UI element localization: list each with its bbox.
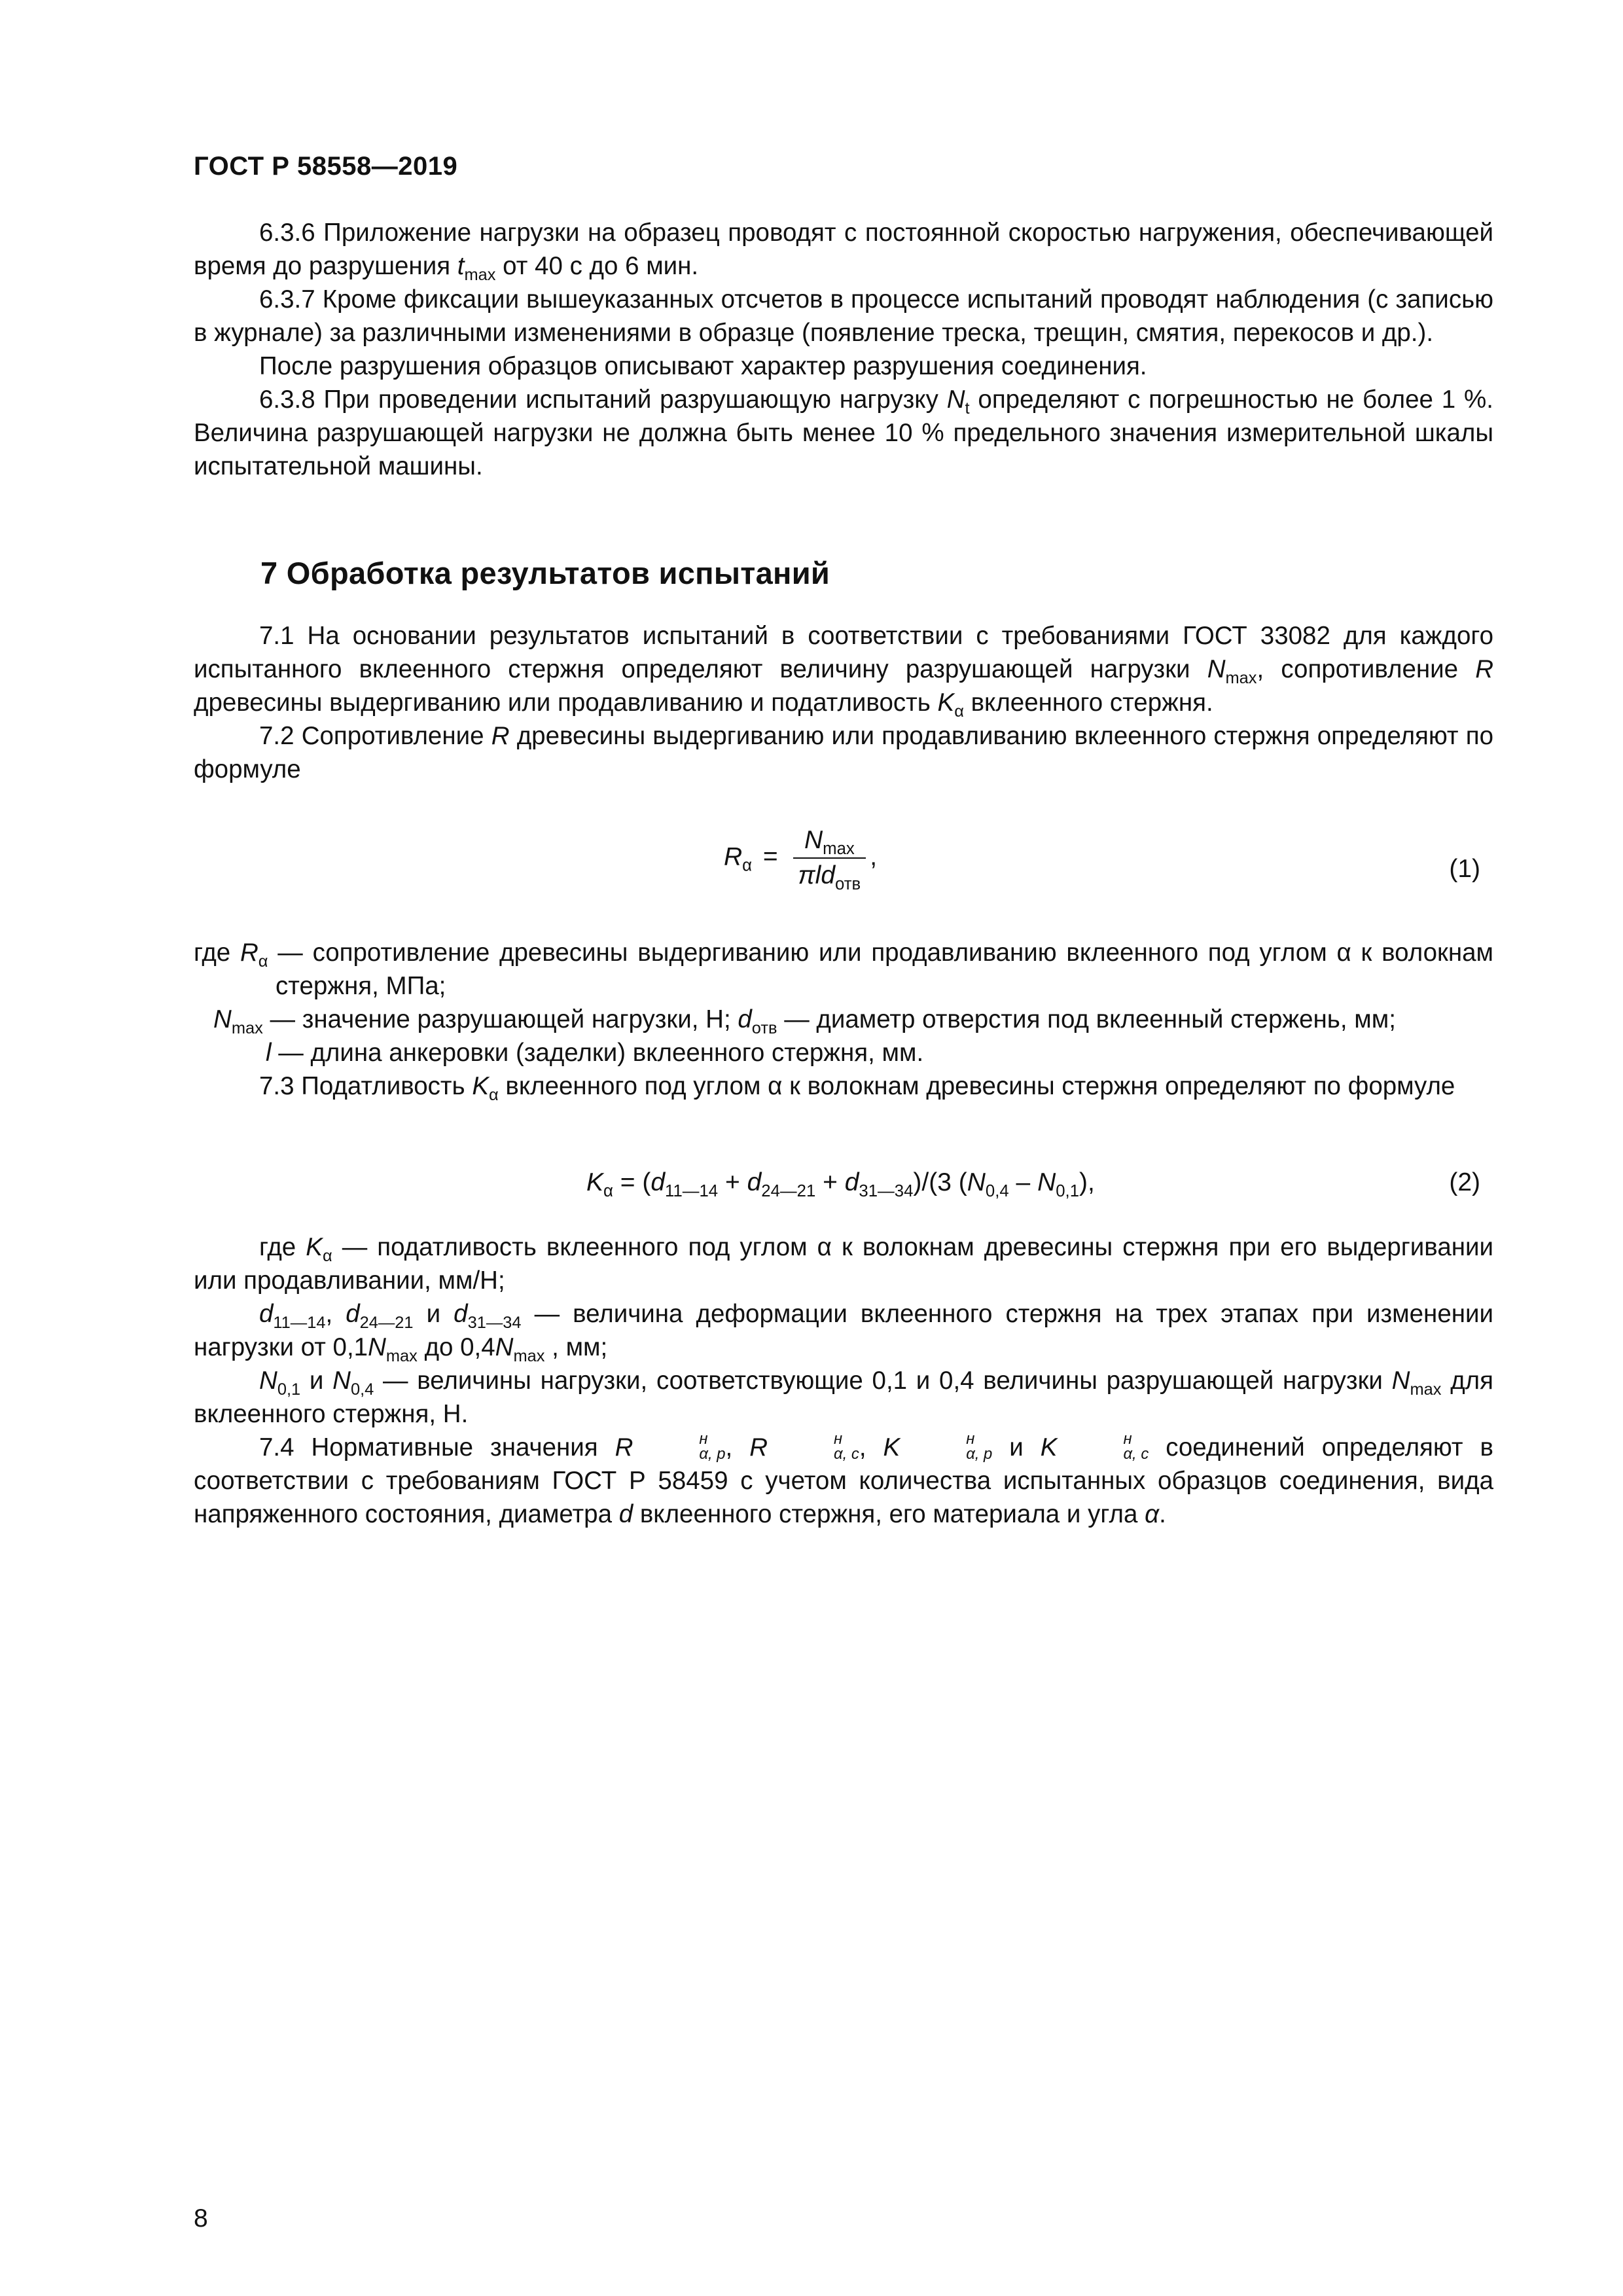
where-2-d-definition: $d_{11—14}$, $d_{24—21}$ и $d_{31—34}$ — величина деформации вклеенного стержня на трех этапах при изменении нагрузки от $0,1N_{max}$ до $0,4N_{max}$ , мм; xyxy=(194,1300,1493,1365)
where-1-n-definition: $N_{max}$ — значение разрушающей нагрузки, Н; $d_{отв}$ — диаметр отверстия под вклеенный стержень, мм; xyxy=(213,1005,1396,1037)
paragraph-7-2: 7.2 Сопротивление R древесины выдергиванию или продавливанию вклеенного стержня определяют по формуле xyxy=(194,722,1493,783)
paragraph-7-4: 7.4 Нормативные значения R н α, p , R н α, c , K н α, p и K н α, c соединений определяют в соответствии с требованиям ГОСТ Р 58459 с учетом количества испытанных образцов соединения, вида напряженного состояния, диаметра d вклеенного стержня, его материала и угла α. xyxy=(194,1430,1493,1528)
formula-1-number: (1) xyxy=(1449,855,1480,883)
formula-1-fraction: $\frac{N_{max}}{\pi ld_{отв}}$ xyxy=(793,826,866,890)
section-6-3-block xyxy=(194,216,1493,483)
paragraph-6-3-6: 6.3.6 Приложение нагрузки на образец проводят с постоянной скоростью нагружения, обеспечивающей время до разрушения $t_{max}$ от 40 с до 6 мин. xyxy=(194,219,1493,284)
formula-2 xyxy=(194,1168,1493,1214)
document-code: ГОСТ Р 58558—2019 xyxy=(194,152,458,181)
formula-1 xyxy=(194,826,1493,918)
formula-2-number: (2) xyxy=(1449,1168,1480,1196)
where-1-l-definition: l — длина анкеровки (заделки) вклеенного стержня, мм. xyxy=(266,1039,924,1067)
section-7-1-7-2-block xyxy=(194,619,1493,786)
paragraph-after-failure: После разрушения образцов описывают характер разрушения соединения. xyxy=(259,352,1147,380)
section-7-heading: 7 Обработка результатов испытаний xyxy=(260,556,830,590)
where-2-k-definition: где $K_\alpha$ — податливость вклеенного под углом α к волокнам древесины стержня при его выдергивании или продавливании, мм/Н; xyxy=(194,1233,1494,1295)
page-number: 8 xyxy=(194,2204,208,2233)
section-7-3-block xyxy=(194,1069,1493,1103)
formula-1-body: $R_\alpha$ = $\frac{N_{max}}{\pi ld_{отв}}$ , xyxy=(724,826,878,893)
paragraph-6-3-7: 6.3.7 Кроме фиксации вышеуказанных отсчетов в процессе испытаний проводят наблюдения (с записью в журнале) за различными изменениями в образце (появление треска, трещин, смятия, перекосов и др.). xyxy=(194,285,1493,347)
where-2-block xyxy=(194,1230,1493,1531)
paragraph-7-3: 7.3 Податливость $K_\alpha$ вклеенного под углом α к волокнам древесины стержня определяют по формуле xyxy=(259,1072,1455,1104)
formula-2-body: $K_\alpha = (d_{11—14} + d_{24—21} + d_{31—34})/(3$ $(N_{0,4} - N_{0,1})$, xyxy=(586,1168,1095,1200)
paragraph-6-3-8: 6.3.8 При проведении испытаний разрушающую нагрузку $N_t$ определяют с погрешностью не более 1 %. Величина разрушающей нагрузки не должна быть менее 10 % предельного значения измерительной шкалы испытательной машины. xyxy=(194,386,1493,480)
paragraph-7-1: 7.1 На основании результатов испытаний в соответствии с требованиями ГОСТ 33082 для каждого испытанного вклеенного стержня определяют величину разрушающей нагрузки $N_{max}$, сопротивление R древесины выдергиванию или продавливанию и податливость $K_\alpha$ вклеенного стержня. xyxy=(194,622,1493,721)
where-1-r-definition: где $R_\alpha$ — сопротивление древесины выдергиванию или продавливанию вклеенного под углом α к волокнам стержня, МПа; xyxy=(194,939,1493,1000)
where-1-block xyxy=(194,936,1493,1069)
where-2-n-definition: $N_{0,1}$ и $N_{0,4}$ — величины нагрузки, соответствующие 0,1 и 0,4 величины разрушающей нагрузки $N_{max}$ для вклеенного стержня, Н. xyxy=(194,1367,1493,1428)
